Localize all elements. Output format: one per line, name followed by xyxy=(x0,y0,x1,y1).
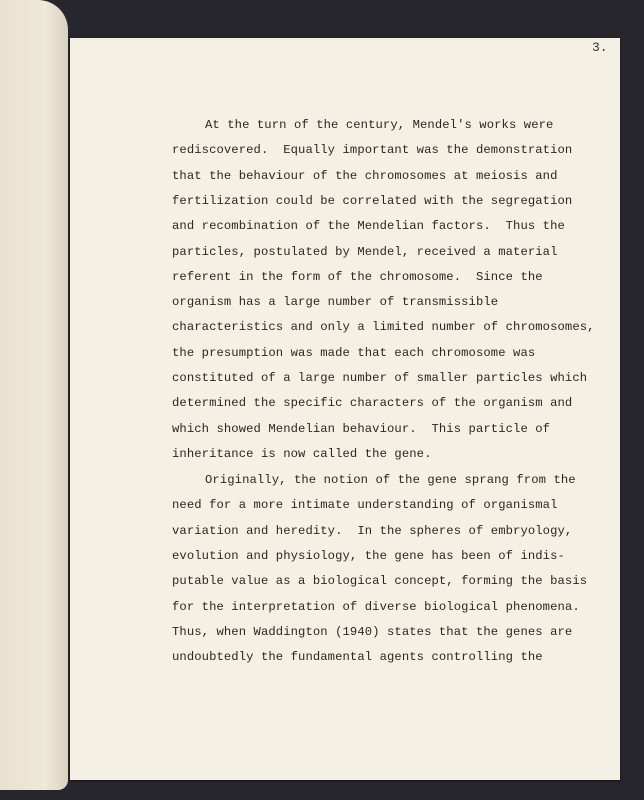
page-number: 3. xyxy=(592,40,608,55)
text-line: organism has a large number of transmissible xyxy=(172,295,499,310)
text-line: particles, postulated by Mendel, received a material xyxy=(172,244,558,259)
text-line: fertilization could be correlated with the segregation xyxy=(172,193,573,208)
text-line: the presumption was made that each chromosome was xyxy=(172,345,536,360)
text-line: need for a more intimate understanding of organismal xyxy=(172,498,558,513)
text-line: that the behaviour of the chromosomes at meiosis and xyxy=(172,168,558,183)
text-line: referent in the form of the chromosome. Since the xyxy=(172,269,543,284)
text-line: variation and heredity. In the spheres of embryology, xyxy=(172,523,573,538)
text-line: which showed Mendelian behaviour. This particle of xyxy=(172,421,551,436)
text-line: Thus, when Waddington (1940) states that the genes are xyxy=(172,624,573,639)
text-line: constituted of a large number of smaller particles which xyxy=(172,371,588,385)
text-line: evolution and physiology, the gene has been of indis- xyxy=(172,548,565,563)
text-line: and recombination of the Mendelian factors. Thus the xyxy=(172,219,565,234)
text-line: for the interpretation of diverse biological phenomena. xyxy=(172,599,580,614)
text-line: determined the specific characters of the organism and xyxy=(172,396,573,411)
text-line: undoubtedly the fundamental agents controlling the xyxy=(172,650,543,665)
text-line: putable value as a biological concept, forming the basis xyxy=(172,574,588,589)
facing-page-edge xyxy=(0,0,68,790)
text-line: characteristics and only a limited number of chromosomes, xyxy=(172,320,595,335)
text-line: At the turn of the century, Mendel's works were xyxy=(205,118,554,132)
text-line: inheritance is now called the gene. xyxy=(172,446,432,461)
text-line: Originally, the notion of the gene sprang from the xyxy=(205,473,576,487)
text-line: rediscovered. Equally important was the demonstration xyxy=(172,143,573,158)
document-page xyxy=(70,38,620,780)
